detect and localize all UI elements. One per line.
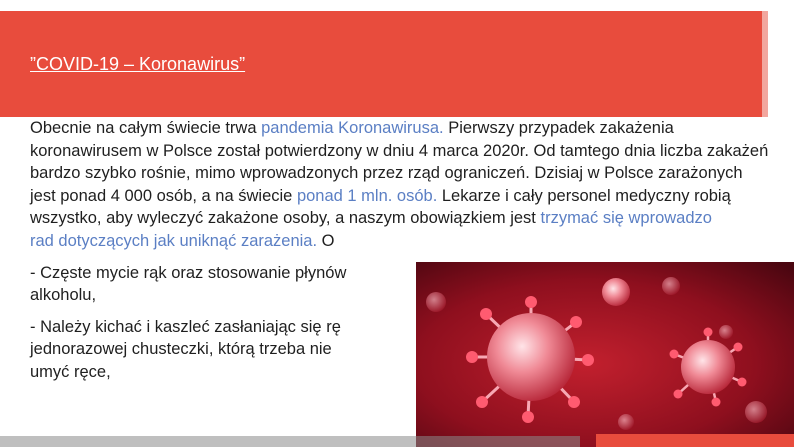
highlight-world-cases: ponad 1 mln. osób.: [296, 186, 438, 205]
intro-text-2: Pierwszy przypadek zakażenia koronawirusem w Polsce został potwierdzony w dniu 4 marca 2020r. Od tamtego dnia liczba zakażeń bardzo szybko rośnie, mimo wprowadzonych przez rząd ograniczeń. Dzisiaj w Polsce zarażonych jest ponad 4 000 osób, a na świecie: [30, 119, 769, 205]
bullet-2-cont: jednorazowej chusteczki, którą trzeba nie: [30, 340, 332, 359]
highlight-pandemic: pandemia Koronawirusa.: [261, 119, 444, 137]
bullet-2-cont2: umyć ręce,: [30, 362, 111, 381]
intro-paragraph: [30, 117, 770, 253]
highlight-advice: rad dotyczących jak uniknąć zarażenia.: [30, 231, 318, 250]
footer-bar: [0, 436, 580, 447]
slide-title: ”COVID-19 – Koronawirus”: [30, 54, 246, 74]
bullet-2-text: - Należy kichać i kaszleć zasłaniając się rę: [30, 317, 341, 336]
intro-text-4: O: [317, 231, 335, 250]
title-banner-stripe: [762, 11, 768, 117]
coronavirus-image: [416, 262, 794, 447]
title-banner: [0, 11, 768, 117]
bullet-1-cont: alkoholu,: [30, 286, 97, 305]
intro-text-1: Obecnie na całym świecie trwa: [30, 119, 262, 137]
footer-accent: [596, 434, 794, 447]
highlight-rules: trzymać się wprowadzo: [540, 209, 712, 228]
intro-text-3: Lekarze i cały personel medyczny robią wszystko, aby wyleczyć zakażone osoby, a naszym obowiązkiem jest: [30, 186, 731, 228]
bullet-1-text: - Częste mycie rąk oraz stosowanie płynów: [30, 263, 347, 282]
